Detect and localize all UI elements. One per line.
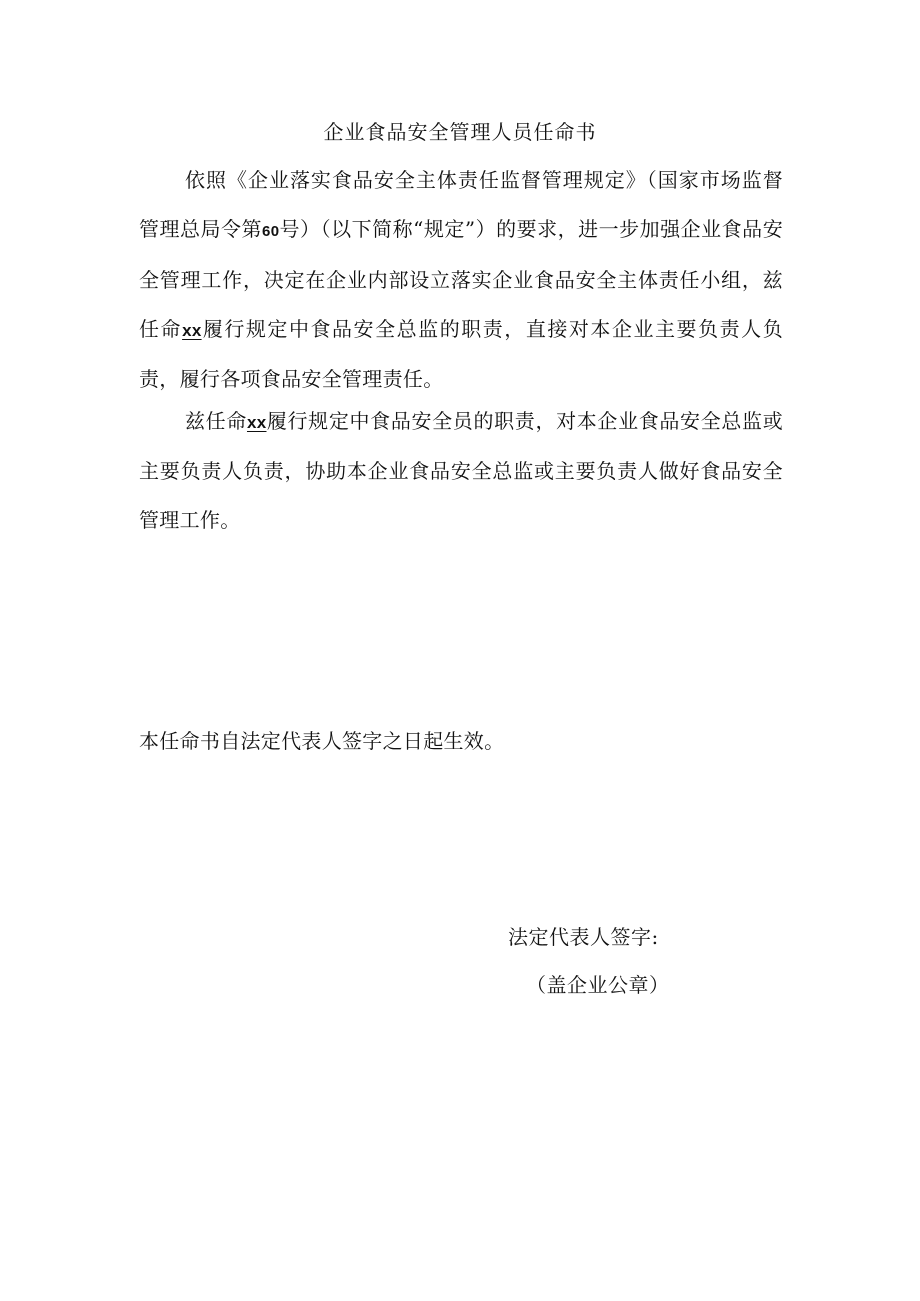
appointment-paragraph-officer <box>139 397 783 545</box>
appointment-paragraph-director <box>139 156 783 404</box>
regulation-order-number: 60 <box>262 223 280 240</box>
seal-label: （盖企业公章） <box>526 973 670 997</box>
paragraph-text: 履行规定中食品安全员的职责，对本企业食品安全总监或主要负责人负责，协助本企业食品安全总监或主要负责人做好食品安全管理工作。 <box>139 409 783 532</box>
effective-statement: 本任命书自法定代表人签字之日起生效。 <box>139 729 505 753</box>
paragraph-text: 依照《企业落实食品安全主体责任监督管理规定》（国家市场监督管理总局令第 <box>139 168 783 241</box>
appointee-name-director: xx <box>182 321 202 340</box>
paragraph-text: 履行规定中食品安全总监的职责，直接对本企业主要负责人负责，履行各项食品安全管理责任。 <box>139 317 783 391</box>
paragraph-text: 兹任命 <box>185 409 247 433</box>
paragraph-text: 号）（以下简称“规定”）的要求，进一步加强企业食品安全管理工作，决定在企业内部设立落实企业食品安全主体责任小组，兹任命 <box>139 217 783 341</box>
appointee-name-officer: xx <box>246 413 267 432</box>
document-title: 企业食品安全管理人员任命书 <box>323 120 597 144</box>
signature-label: 法定代表人签字: <box>508 925 659 949</box>
